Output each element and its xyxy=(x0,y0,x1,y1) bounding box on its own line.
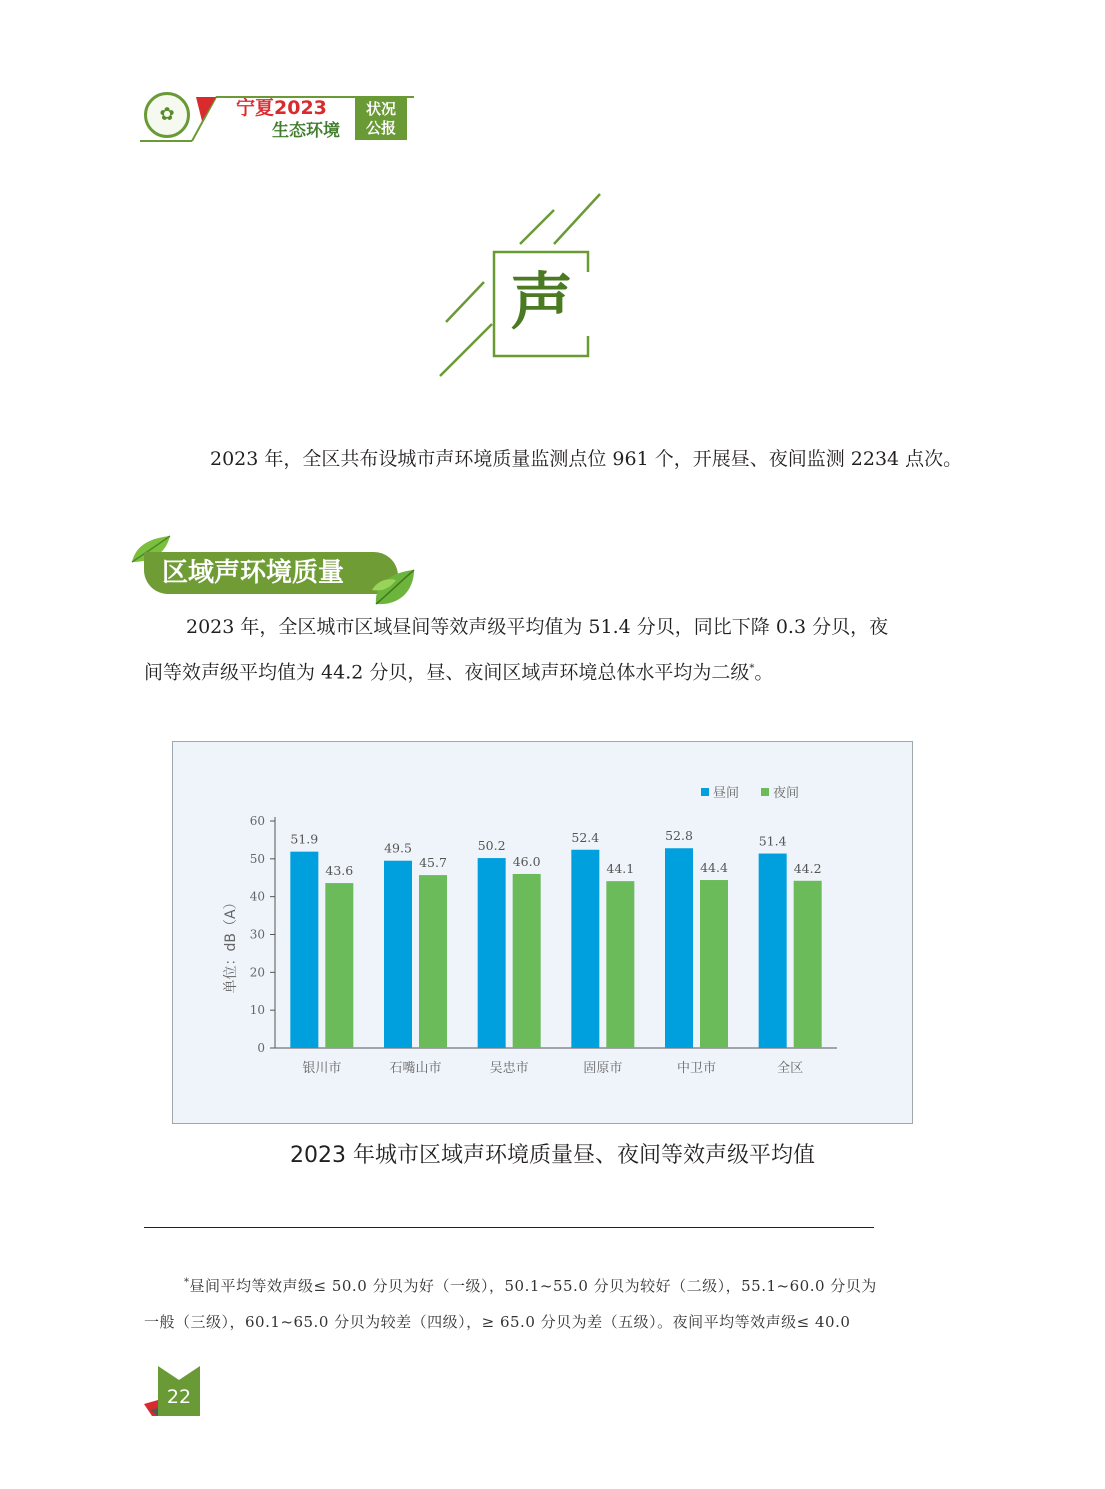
data-label: 43.6 xyxy=(325,863,354,879)
y-tick-label: 30 xyxy=(249,927,265,942)
legend-swatch-day xyxy=(701,788,709,796)
bar-night xyxy=(513,874,541,1048)
chapter-title: 声 xyxy=(510,265,573,338)
data-label: 44.4 xyxy=(700,860,728,876)
report-type-badge xyxy=(355,98,407,140)
bar-day xyxy=(571,850,599,1048)
y-tick-label: 60 xyxy=(249,814,265,828)
chart-canvas xyxy=(173,742,914,1125)
y-tick-label: 40 xyxy=(249,889,265,904)
x-tick-label: 中卫市 xyxy=(676,1061,717,1076)
leaf-right-icon xyxy=(370,568,420,610)
bar-day xyxy=(665,848,693,1048)
legend-label-night: 夜间 xyxy=(773,786,800,801)
chart-caption: 2023 年城市区域声环境质量昼、夜间等效声级平均值 xyxy=(290,1143,815,1168)
bar-night xyxy=(606,881,634,1048)
data-label: 44.1 xyxy=(606,861,635,877)
paragraph-line-2-end: 。 xyxy=(754,661,774,684)
x-tick-label: 全区 xyxy=(777,1061,804,1076)
x-tick-label: 石嘴山市 xyxy=(389,1061,442,1076)
footnote-line-1 xyxy=(144,1265,974,1304)
bar-day xyxy=(478,858,506,1048)
y-axis-title: 单位：dB（A） xyxy=(223,895,239,994)
footnote xyxy=(144,1265,974,1340)
x-tick-label: 固原市 xyxy=(583,1061,623,1076)
bar-night xyxy=(419,875,447,1048)
y-tick-label: 50 xyxy=(249,851,265,866)
data-label: 46.0 xyxy=(512,853,541,869)
noise-level-chart xyxy=(172,741,913,1124)
footnote-divider xyxy=(144,1227,874,1228)
data-label: 51.9 xyxy=(290,831,319,847)
x-tick-label: 吴忠市 xyxy=(489,1061,529,1076)
bar-day xyxy=(759,854,787,1048)
footnote-line-1-text: 昼间平均等效声级≤ 50.0 分贝为好（一级），50.1~55.0 分贝为较好（二级），55.1~60.0 分贝为 xyxy=(189,1277,877,1295)
y-tick-label: 20 xyxy=(249,965,265,980)
data-label: 52.8 xyxy=(665,828,693,844)
report-title-line2: 生态环境 xyxy=(272,121,340,141)
section-title: 区域声环境质量 xyxy=(162,558,345,588)
bar-day xyxy=(384,861,412,1048)
footnote-reference[interactable]: * xyxy=(749,663,755,674)
y-tick-label: 0 xyxy=(257,1041,265,1055)
legend-swatch-night xyxy=(761,788,769,796)
data-label: 44.2 xyxy=(793,860,822,876)
logo-emblem-icon: ✿ xyxy=(159,104,175,125)
bar-night xyxy=(700,880,728,1048)
paragraph-line-2-text: 间等效声级平均值为 44.2 分贝，昼、夜间区域声环境总体水平均为二级 xyxy=(144,661,750,684)
x-tick-label: 银川市 xyxy=(302,1061,342,1076)
report-title-line1: 宁夏2023 xyxy=(236,97,327,119)
paragraph-line-1: 2023 年，全区城市区域昼间等效声级平均值为 51.4 分贝，同比下降 0.3 分贝，夜 xyxy=(186,616,889,638)
legend-label-day: 昼间 xyxy=(713,786,740,801)
data-label: 52.4 xyxy=(571,829,600,845)
footnote-line-2: 一般（三级），60.1~65.0 分贝为较差（四级），≥ 65.0 分贝为差（五级）。夜间平均等效声级≤ 40.0 xyxy=(144,1313,851,1331)
badge-line1: 状况 xyxy=(365,100,396,118)
section-paragraph xyxy=(144,606,974,693)
data-label: 49.5 xyxy=(384,840,412,856)
badge-line2: 公报 xyxy=(365,119,396,137)
intro-paragraph: 2023 年，全区共布设城市声环境质量监测点位 961 个，开展昼、夜间监测 2234 点次。 xyxy=(210,448,963,470)
data-label: 50.2 xyxy=(477,838,506,854)
data-label: 45.7 xyxy=(419,855,447,871)
bar-night xyxy=(325,883,353,1048)
y-tick-label: 10 xyxy=(249,1003,265,1018)
footnote-mark: * xyxy=(184,1277,190,1288)
bar-night xyxy=(794,881,822,1048)
data-label: 51.4 xyxy=(758,833,787,849)
paragraph-line-2 xyxy=(144,648,974,693)
bar-day xyxy=(290,852,318,1048)
page-number: 22 xyxy=(166,1386,192,1408)
